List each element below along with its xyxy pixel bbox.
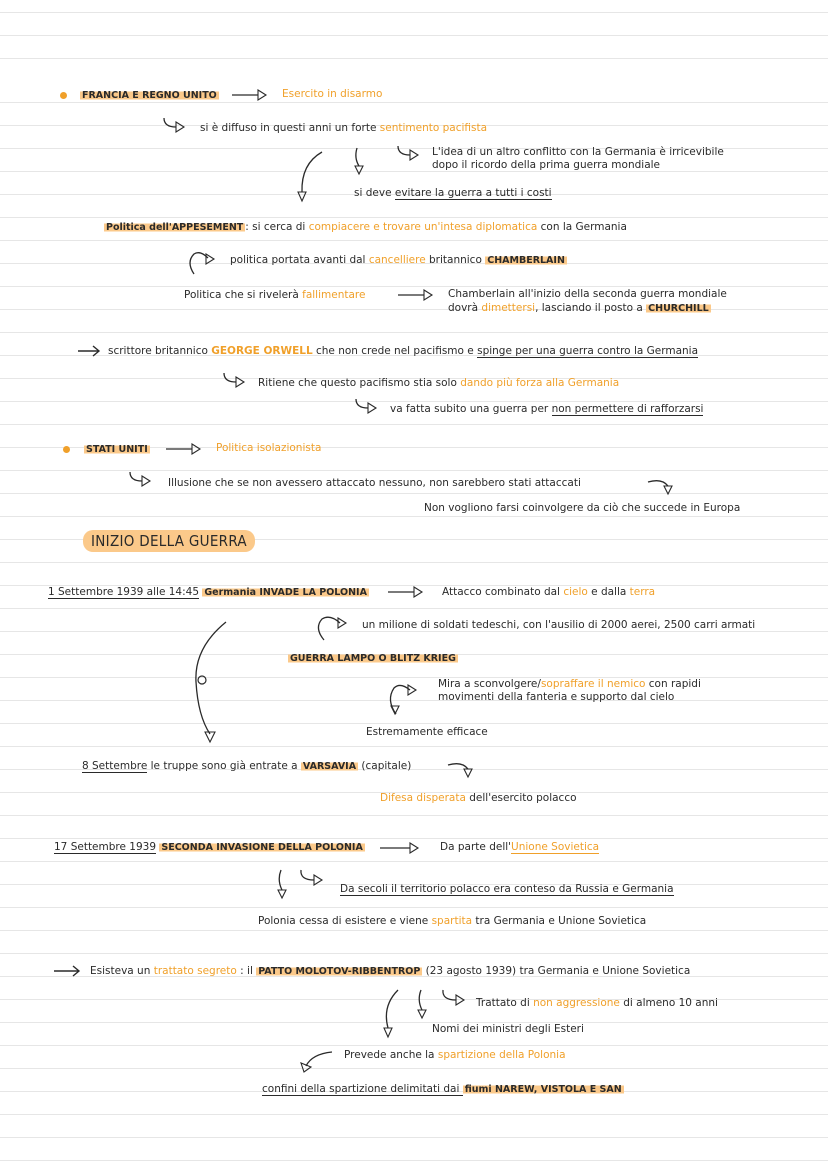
s6-a: Esisteva un bbox=[90, 965, 154, 977]
arrow-down-icon bbox=[275, 870, 289, 900]
s6-na-b: non aggressione bbox=[533, 997, 620, 1009]
curved-arrow-down-icon bbox=[448, 761, 476, 781]
s1-pol-c: con la Germania bbox=[537, 221, 627, 233]
curved-arrow-icon bbox=[162, 118, 190, 134]
s2-f: dando più forza alla Germania bbox=[460, 377, 620, 389]
bullet-icon bbox=[60, 92, 67, 99]
s1-result: Esercito in disarmo bbox=[282, 88, 383, 100]
s2-g: va fatta subito una guerra per bbox=[390, 403, 552, 415]
curved-arrow-icon bbox=[386, 680, 422, 716]
s5-pol-a: Polonia cessa di esistere e viene bbox=[258, 915, 432, 927]
s1-pol-b: compiacere e trovare un'intesa diplomatica bbox=[308, 221, 538, 233]
s4-blitz: GUERRA LAMPO O BLITZ KRIEG bbox=[290, 653, 456, 664]
s1-l4b: evitare la guerra a tutti i costi bbox=[394, 187, 552, 199]
s6-e: (23 agosto 1939) tra Germania e Unione Sovietica bbox=[422, 965, 691, 977]
s1-fail-b: fallimentare bbox=[302, 289, 366, 301]
s4-heading bbox=[48, 585, 369, 600]
curved-arrow-icon bbox=[222, 373, 250, 389]
s3-heading bbox=[84, 442, 150, 457]
s6-na-a: Trattato di bbox=[476, 997, 534, 1009]
s5-event: SECONDA INVASIONE DELLA POLONIA bbox=[161, 842, 363, 853]
s4-million: un milione di soldati tedeschi, con l'ausilio di 2000 aerei, 2500 carri armati bbox=[362, 619, 756, 631]
s2-b: GEORGE ORWELL bbox=[211, 345, 313, 357]
s6-prev-a: Prevede anche la bbox=[344, 1049, 438, 1061]
s2-e: Ritiene che questo pacifismo stia solo bbox=[258, 377, 461, 389]
arrow-down-icon bbox=[352, 148, 366, 176]
s1-chamberlain bbox=[230, 253, 567, 268]
s4-dif-b: dell'esercito polacco bbox=[465, 792, 577, 804]
s4-d8b: le truppe sono già entrate a bbox=[147, 760, 301, 772]
curved-arrow-icon bbox=[396, 146, 424, 162]
curved-arrow-down-icon bbox=[298, 1050, 334, 1074]
s1-l3: L'idea di un altro conflitto con la Germania è irricevibile bbox=[432, 146, 724, 158]
s5-part-b: Unione Sovietica bbox=[511, 841, 600, 853]
s6-nomi: Nomi dei ministri degli Esteri bbox=[432, 1023, 584, 1035]
curved-arrow-icon bbox=[128, 472, 156, 488]
arrow-down-icon bbox=[415, 990, 429, 1020]
curved-arrow-icon bbox=[314, 614, 354, 642]
s1-l2a: si è diffuso in questi anni un forte bbox=[200, 122, 380, 134]
s4-mira-b: sopraffare il nemico bbox=[540, 678, 646, 690]
s6-conf-b: fiumi NAREW, VISTOLA E SAN bbox=[464, 1084, 622, 1095]
s5-part-a: Da parte dell' bbox=[440, 841, 512, 853]
s6-prev-b: spartizione della Polonia bbox=[437, 1049, 566, 1061]
s2-c: che non crede nel pacifismo e bbox=[312, 345, 478, 357]
arrow-right-icon bbox=[380, 842, 420, 854]
s1-cham-a: politica portata avanti dal bbox=[230, 254, 369, 266]
curved-arrow-icon bbox=[186, 250, 222, 276]
s5-pol-b: spartita bbox=[431, 915, 473, 927]
arrow-right-icon bbox=[78, 345, 102, 357]
s6-c: : il bbox=[236, 965, 257, 977]
s6-conf-a: confini della spartizione delimitati dai bbox=[262, 1083, 463, 1095]
curved-arrow-down-icon bbox=[648, 478, 676, 498]
arrow-right-icon bbox=[388, 586, 424, 598]
s1-pol-a: : si cerca di bbox=[245, 221, 309, 233]
s4-mira bbox=[438, 677, 701, 691]
s4-date: 1 Settembre 1939 alle 14:45 bbox=[48, 586, 199, 598]
s1-pol-label: Politica dell'APPESEMENT bbox=[106, 222, 244, 233]
curved-arrow-icon bbox=[440, 990, 472, 1008]
arrow-right-icon bbox=[54, 965, 82, 977]
s1-l2b: sentimento pacifista bbox=[379, 122, 488, 134]
s3-a: Illusione che se non avessero attaccato nessuno, non sarebbero stati attaccati bbox=[168, 477, 581, 489]
s1-heading bbox=[80, 88, 219, 103]
s1-fail-e: dimettersi bbox=[481, 302, 536, 314]
s1-fail bbox=[184, 288, 365, 302]
s4-d8: 8 Settembre bbox=[82, 760, 148, 772]
s4-varsavia bbox=[82, 759, 411, 774]
s4-att-d: terra bbox=[629, 586, 656, 598]
s2-force bbox=[258, 376, 619, 390]
s3-b: Non vogliono farsi coinvolgere da ciò che succede in Europa bbox=[424, 502, 741, 514]
s4-blitz-row bbox=[288, 651, 458, 666]
s1-cham-b: cancelliere bbox=[368, 254, 426, 266]
curved-arrow-down-icon bbox=[380, 990, 402, 1040]
s6-pact bbox=[90, 964, 690, 979]
s1-fail-f: , lasciando il posto a bbox=[535, 302, 647, 314]
s4-eff: Estremamente efficace bbox=[366, 726, 488, 738]
s5-sec-row bbox=[340, 882, 674, 896]
s6-na-c: di almeno 10 anni bbox=[619, 997, 718, 1009]
s3-result: Politica isolazionista bbox=[216, 442, 322, 454]
arrow-right-icon bbox=[398, 289, 434, 301]
s1-fail-a: Politica che si rivelerà bbox=[184, 289, 303, 301]
s2-orwell bbox=[108, 344, 698, 358]
s3-label: STATI UNITI bbox=[86, 444, 148, 455]
arrow-right-icon bbox=[232, 89, 268, 101]
s4-att-a: Attacco combinato dal bbox=[442, 586, 564, 598]
s1-avoid bbox=[354, 186, 552, 200]
s5-part bbox=[440, 840, 599, 854]
s6-nonagg bbox=[476, 996, 718, 1010]
s2-now bbox=[390, 402, 703, 416]
s5-heading bbox=[54, 840, 365, 855]
s4-defense bbox=[380, 791, 577, 805]
long-curved-arrow-icon bbox=[190, 622, 230, 746]
s4-d8d: (capitale) bbox=[358, 760, 412, 772]
s2-a: scrittore britannico bbox=[108, 345, 212, 357]
s4-att-b: cielo bbox=[563, 586, 588, 598]
s4-mira-d: movimenti della fanteria e supporto dal cielo bbox=[438, 691, 675, 703]
s5-split bbox=[258, 914, 646, 928]
s4-att-c: e dalla bbox=[587, 586, 630, 598]
curved-arrow-down-icon bbox=[295, 152, 325, 204]
bullet-icon bbox=[63, 446, 70, 453]
s4-event: Germania INVADE LA POLONIA bbox=[204, 587, 367, 598]
page-title: INIZIO DELLA GUERRA bbox=[83, 530, 255, 552]
s1-appeasement bbox=[104, 220, 627, 235]
s1-fail-g: CHURCHILL bbox=[648, 303, 709, 314]
curved-arrow-icon bbox=[354, 399, 382, 415]
s1-pacifism bbox=[200, 121, 487, 135]
s4-mira-a: Mira a sconvolgere/ bbox=[438, 678, 541, 690]
s5-pol-c: tra Germania e Unione Sovietica bbox=[472, 915, 647, 927]
s4-d8c: VARSAVIA bbox=[302, 761, 357, 772]
s6-b: trattato segreto bbox=[153, 965, 237, 977]
arrow-right-icon bbox=[166, 443, 202, 455]
s1-l3b: dopo il ricordo della prima guerra mondiale bbox=[432, 159, 661, 171]
s1-fail-d: dovrà bbox=[448, 302, 482, 314]
s1-l4a: si deve bbox=[354, 187, 395, 199]
s6-conf bbox=[262, 1082, 624, 1097]
s4-attack bbox=[442, 585, 655, 599]
s6-d: PATTO MOLOTOV-RIBBENTROP bbox=[258, 966, 421, 977]
s5-date: 17 Settembre 1939 bbox=[54, 841, 157, 853]
s1-fail-c: Chamberlain all'inizio della seconda guerra mondiale bbox=[448, 288, 727, 300]
s5-sec: Da secoli il territorio polacco era conteso da Russia e Germania bbox=[340, 883, 674, 895]
s4-dif-a: Difesa disperata bbox=[380, 792, 466, 804]
s1-cham-c: britannico bbox=[425, 254, 486, 266]
s2-d: spinge per una guerra contro la Germania bbox=[477, 345, 699, 357]
s1-cham-d: CHAMBERLAIN bbox=[487, 255, 565, 266]
s1-label: FRANCIA E REGNO UNITO bbox=[82, 90, 217, 101]
s2-h: non permettere di rafforzarsi bbox=[551, 403, 704, 415]
s6-prev bbox=[344, 1048, 566, 1062]
s1-resign bbox=[448, 301, 711, 316]
curved-arrow-icon bbox=[298, 870, 330, 888]
s4-mira-c: con rapidi bbox=[645, 678, 701, 690]
